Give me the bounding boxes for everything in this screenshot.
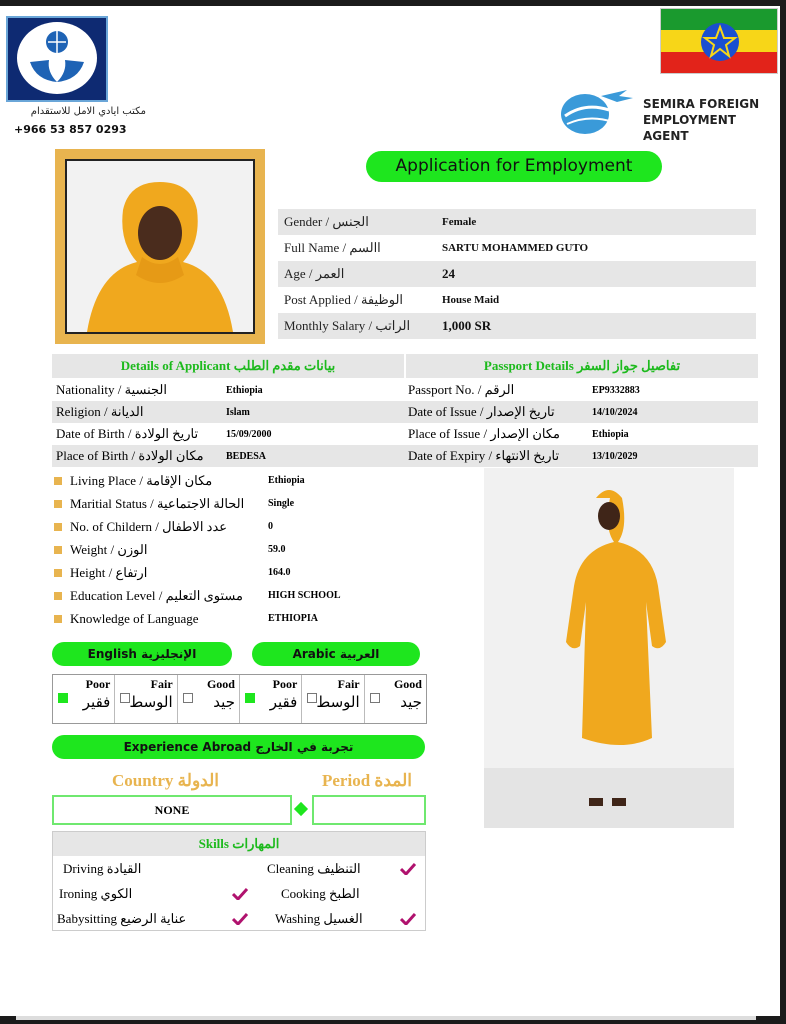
check-icon [232,913,248,925]
diamond-icon [294,802,308,816]
height-label: Height / ارتفاع [70,564,148,580]
bullet-icon [54,592,62,600]
country-heading: Country الدولة [112,771,219,790]
country-field[interactable]: NONE [52,795,292,825]
religion-value: Islam [226,406,250,418]
education-value: HIGH SCHOOL [268,590,341,601]
checkbox[interactable] [370,693,380,703]
english-fair-option[interactable] [115,675,177,723]
agent-logo [555,86,637,138]
check-icon [400,913,416,925]
office-phone: +966 53 857 0293 [14,123,127,136]
bullet-icon [54,569,62,577]
salary-row [278,313,756,339]
arabic-good-option[interactable] [365,675,426,723]
bullet-icon [54,615,62,623]
level-en: Poor [85,677,111,691]
gender-label: Gender / الجنس [284,214,369,229]
experience-heading: Experience Abroad تجربة في الخارج [52,735,425,759]
passport-no-value: EP9332883 [592,384,640,396]
language-level-grid [52,674,427,724]
details-row [52,379,758,401]
skill-cooking: Cooking الطبخ [281,886,360,901]
check-icon [400,863,416,875]
passport-no-label: Passport No. / الرقم [408,382,515,397]
bullet-icon [54,546,62,554]
applicant-full-photo [484,468,734,828]
basic-info-table [278,209,756,339]
bullet-icon [54,477,62,485]
birth-place-value: BEDESA [226,450,267,462]
post-applied-value: House Maid [442,294,500,306]
height-value: 164.0 [268,567,291,578]
language-knowledge-value: ETHIOPIA [268,613,319,624]
living-place-value: Ethiopia [268,475,305,486]
ethiopia-flag-icon [660,8,778,74]
office-logo [6,16,108,102]
post-applied-label: Post Applied / الوظيفة [284,292,404,307]
applicant-portrait [65,159,255,334]
children-label: No. of Childern / عدد الاطفال [70,518,228,534]
level-ar: جيد [213,693,235,711]
salary-value: 1,000 SR [442,318,492,333]
office-name: مكتب ايادي الامل للاستقدام [30,106,146,117]
skills-panel [52,831,426,931]
arabic-poor-option[interactable] [240,675,302,723]
arabic-fair-option[interactable] [302,675,364,723]
application-page [0,6,780,1016]
full-name-row [278,235,756,261]
issue-place-value: Ethiopia [592,428,629,440]
list-item [52,515,424,538]
list-item [52,561,424,584]
skill-babysitting: Babysitting عناية الرضيع [57,911,187,926]
level-ar: الوسط [316,693,360,711]
nationality-value: Ethiopia [226,384,263,396]
personal-info-list [52,469,424,630]
marital-status-label: Maritial Status / الحالة الاجتماعية [70,495,245,511]
language-knowledge-label: Knowledge of Language [70,610,199,626]
education-label: Education Level / مستوى التعليم [70,587,243,603]
skill-washing: Washing الغسيل [275,911,363,926]
arabic-heading: Arabic العربية [252,642,420,666]
birth-date-label: Date of Birth / تاريخ الولادة [56,426,199,441]
weight-value: 59.0 [268,544,286,555]
expiry-date-value: 13/10/2029 [592,450,638,462]
list-item [52,584,424,607]
gender-value: Female [442,216,477,228]
age-row [278,261,756,287]
details-row [52,445,758,467]
full-name-value: SARTU MOHAMMED GUTO [442,242,589,254]
issue-date-label: Date of Issue / تاريخ الإصدار [408,404,555,419]
list-item [52,492,424,515]
agent-name [643,96,783,144]
passport-details-heading: Passport Details تفاصيل جواز السفر [406,354,758,378]
level-ar: الوسط [129,693,173,711]
check-icon [232,888,248,900]
period-field[interactable] [312,795,426,825]
nationality-label: Nationality / الجنسية [56,382,167,397]
agent-name-line1: SEMIRA FOREIGN [643,97,760,111]
bullet-icon [54,500,62,508]
level-en: Good [206,677,235,691]
living-place-label: Living Place / مكان الإقامة [70,472,213,488]
english-heading: English الإنجليزية [52,642,232,666]
weight-label: Weight / الوزن [70,541,148,557]
list-item [52,469,424,492]
full-name-label: Full Name / االسم [284,240,381,255]
birth-date-value: 15/09/2000 [226,428,272,440]
religion-label: Religion / الديانة [56,404,144,419]
applicant-details-heading: Details of Applicant بيانات مقدم الطلب [52,354,404,378]
skills-heading: Skills المهارات [53,832,425,856]
bullet-icon [54,523,62,531]
page-title: Application for Employment [366,151,662,182]
level-en: Poor [272,677,298,691]
list-item [52,607,424,630]
age-label: Age / العمر [284,266,345,281]
issue-date-value: 14/10/2024 [592,406,638,418]
level-en: Fair [150,677,173,691]
applicant-portrait-frame [55,149,265,344]
agent-name-line2: EMPLOYMENT AGENT [643,113,736,143]
checkbox[interactable] [58,693,68,703]
level-en: Fair [337,677,360,691]
expiry-date-label: Date of Expiry / تاريخ الانتهاء [408,448,560,463]
skill-driving: Driving القيادة [63,861,142,876]
birth-place-label: Place of Birth / مكان الولادة [56,448,204,463]
gender-row [278,209,756,235]
divider [16,1016,756,1020]
skill-cleaning: Cleaning التنظيف [267,861,361,876]
post-applied-row [278,287,756,313]
level-ar: فقير [82,693,111,711]
checkbox[interactable] [183,693,193,703]
list-item [52,538,424,561]
details-row [52,401,758,423]
children-value: 0 [268,521,273,532]
checkbox[interactable] [245,693,255,703]
age-value: 24 [442,266,455,281]
issue-place-label: Place of Issue / مكان الإصدار [408,426,560,441]
level-en: Good [393,677,422,691]
marital-status-value: Single [268,498,295,509]
level-ar: فقير [269,693,298,711]
details-table [52,379,758,467]
level-ar: جيد [400,693,422,711]
skill-ironing: Ironing الكوي [59,886,133,901]
english-poor-option[interactable] [53,675,115,723]
period-heading: Period المدة [322,771,412,790]
salary-label: Monthly Salary / الراتب [284,318,411,333]
english-good-option[interactable] [178,675,240,723]
details-row [52,423,758,445]
